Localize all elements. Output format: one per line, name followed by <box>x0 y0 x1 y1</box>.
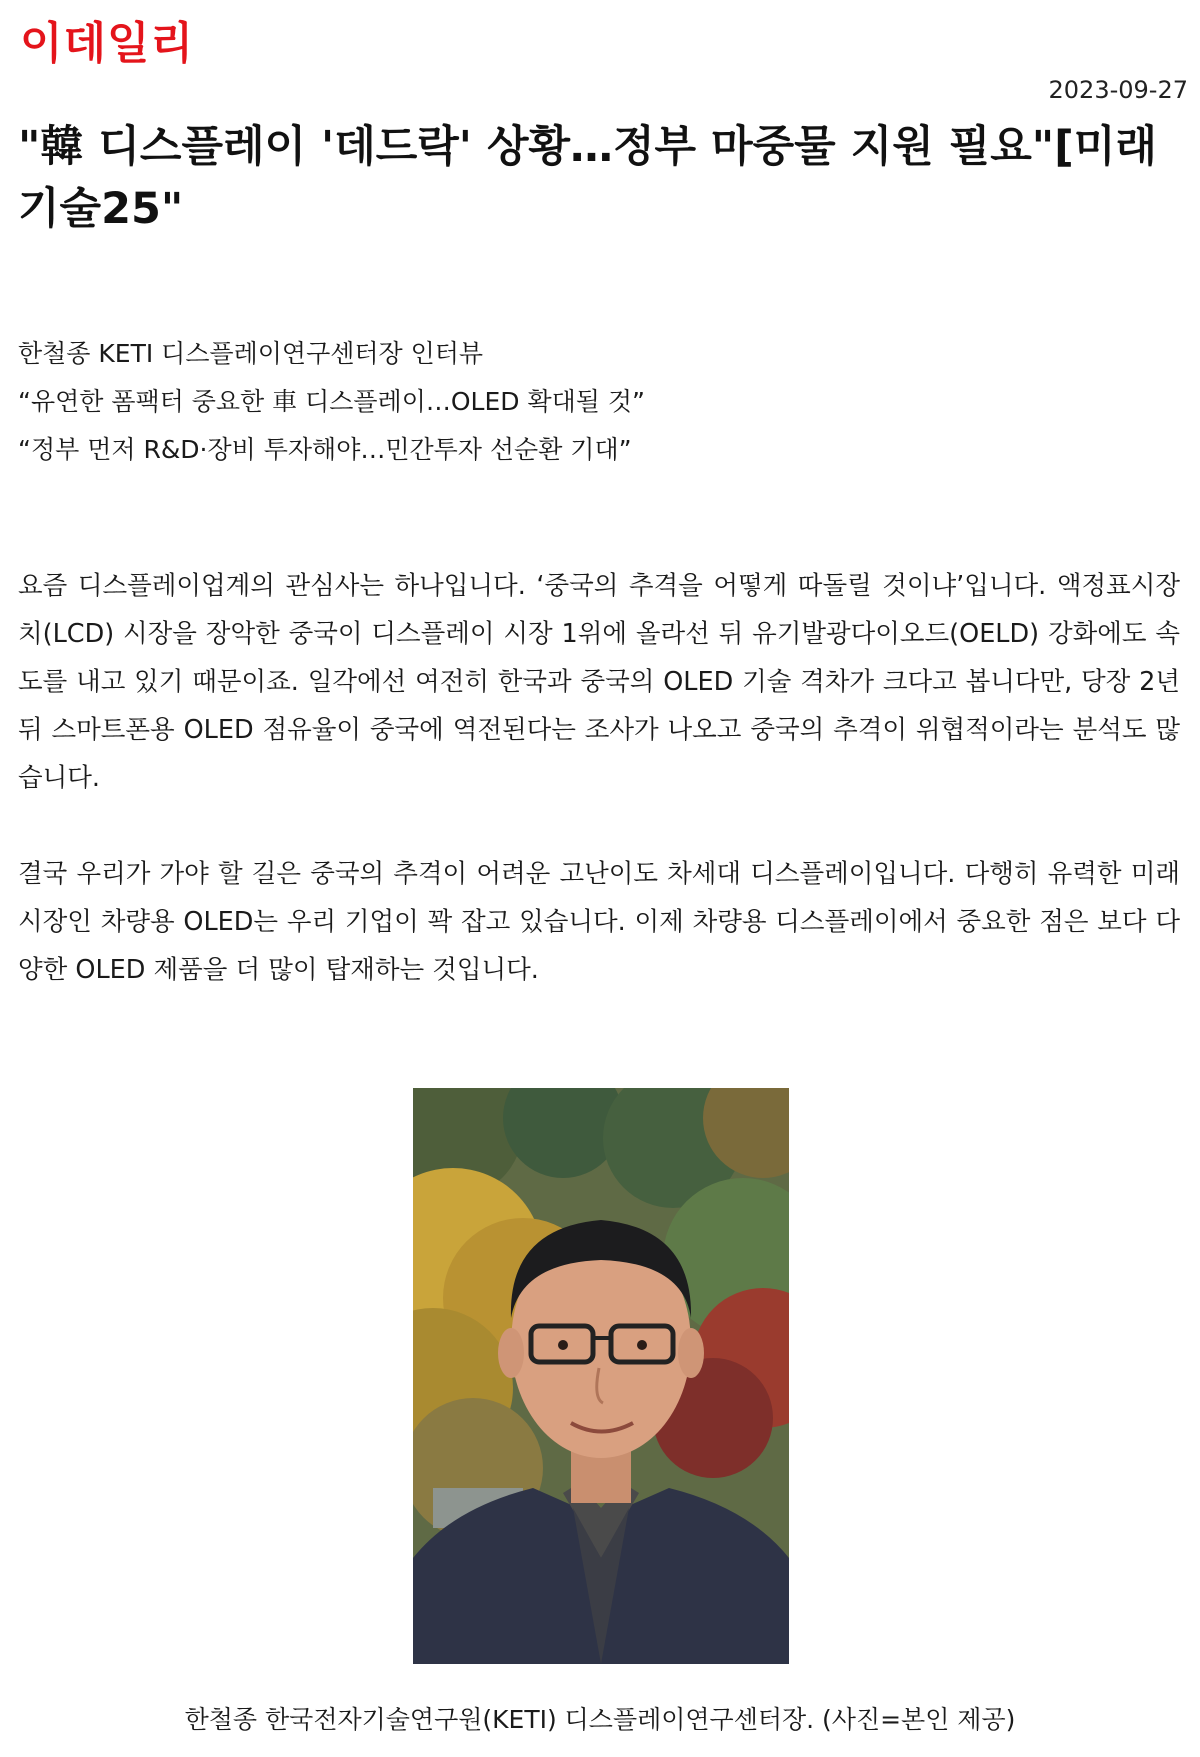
subhead-quote-1: “유연한 폼팩터 중요한 車 디스플레이…OLED 확대될 것” <box>18 387 645 416</box>
portrait-photo <box>413 1088 789 1664</box>
body-paragraph: 결국 우리가 가야 할 길은 중국의 추격이 어려운 고난이도 차세대 디스플레이입니다. 다행히 유력한 미래 시장인 차량용 OLED는 우리 기업이 꽉 잡고 있습니다. 이제 차량용 디스플레이에서 중요한 점은 보다 다양한 OLED 제품을 더 많이 탑재하는 것입니다. <box>18 859 1180 985</box>
article-subheads <box>18 330 1178 474</box>
subhead-quote-2: “정부 먼저 R&D·장비 투자해야…민간투자 선순환 기대” <box>18 435 632 464</box>
body-paragraph: 요즘 디스플레이업계의 관심사는 하나입니다. ‘중국의 추격을 어떻게 따돌릴 것이냐’입니다. 액정표시장치(LCD) 시장을 장악한 중국이 디스플레이 시장 1위에 올라선 뒤 유기발광다이오드(OELD) 강화에도 속도를 내고 있기 때문이죠. 일각에선 여전히 한국과 중국의 OLED 기술 격차가 크다고 봅니다만, 당장 2년 뒤 스마트폰용 OLED 점유율이 중국에 역전된다는 조사가 나오고 중국의 추격이 위협적이라는 분석도 많습니다. <box>18 571 1180 793</box>
article-headline: "韓 디스플레이 '데드락' 상황…정부 마중물 지원 필요"[미래기술25" <box>18 122 1157 234</box>
article-date: 2023-09-27 <box>1048 76 1188 104</box>
site-logo[interactable]: 이데일리 <box>20 18 195 69</box>
photo-caption: 한철종 한국전자기술연구원(KETI) 디스플레이연구센터장. (사진=본인 제공) <box>184 1705 1016 1734</box>
subhead-interview: 한철종 KETI 디스플레이연구센터장 인터뷰 <box>18 339 484 368</box>
